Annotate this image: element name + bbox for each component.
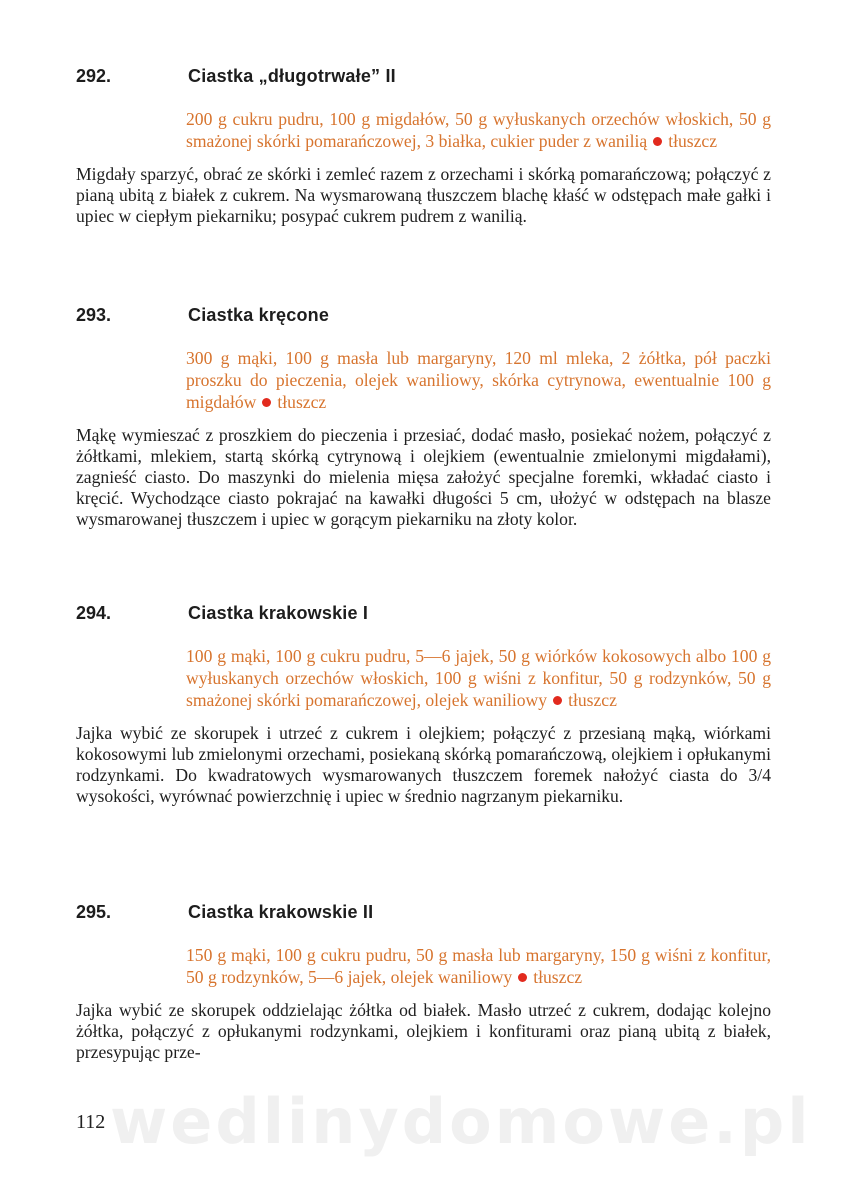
method-text: Migdały sparzyć, obrać ze skórki i zemleć razem z orzechami i skórką pomarańczową; połączyć z pianą ubitą z białek z cukrem. Na wysmarowaną tłuszczem blachę kłaść w odstępach małe gałki i upiec w ciepłym piekarniku; posypać cukrem pudrem z wanilią. (76, 164, 771, 226)
ingredients (186, 108, 771, 152)
ingredients (186, 645, 771, 711)
recipe-header (76, 66, 771, 96)
ingredients-text: 300 g mąki, 100 g masła lub margaryny, 120 ml mleka, 2 żółtka, pół paczki proszku do pieczenia, olejek waniliowy, skórka cytrynowa, ewentualnie 100 g migdałów (186, 348, 771, 412)
bullet-dot-icon (518, 973, 527, 982)
watermark: wedlinydomowe.pl (110, 1085, 812, 1158)
method-text: Mąkę wymieszać z proszkiem do pieczenia i przesiać, dodać masło, posiekać nożem, połączyć z żółtkami, mlekiem, startą skórką cytrynową i olejkiem (ewentualnie zmielonymi migdałami), zagnieść ciasto. Do maszynki do mielenia mięsa założyć specjalne foremki, wkładać ciasto i kręcić. Wychodzące ciasto pokrajać na kawałki długości 5 cm, ułożyć w odstępach na blasze wysmarowanej tłuszczem i upiec w gorącym piekarniku na złoty kolor. (76, 425, 771, 529)
ingredients (186, 944, 771, 988)
recipe-number: 292. (76, 66, 112, 86)
recipe-number: 295. (76, 902, 112, 922)
recipe-294 (76, 603, 771, 807)
ingredients-text: 200 g cukru pudru, 100 g migdałów, 50 g wyłuskanych orzechów włoskich, 50 g smażonej skórki pomarańczowej, 3 białka, cukier puder z wanilią (186, 109, 771, 151)
recipe-295 (76, 902, 771, 1063)
method-text: Jajka wybić ze skorupek oddzielając żółtka od białek. Masło utrzeć z cukrem, dodając kolejno żółtka, połączyć z opłukanymi rodzynkami, olejkiem i konfiturami oraz pianą ubitą z białek, przesypując prze- (76, 1000, 771, 1062)
recipe-292 (76, 66, 771, 227)
recipe-number: 294. (76, 603, 112, 623)
fat-label: tłuszcz (568, 690, 617, 710)
method-text: Jajka wybić ze skorupek i utrzeć z cukrem i olejkiem; połączyć z przesianą mąką, wiórkami kokosowymi lub zmielonymi orzechami, posiekaną skórką pomarańczową, olejkiem i opłukanymi rodzynkami. Do kwadratowych wysmarowanych tłuszczem foremek nałożyć ciasta do 3/4 wysokości, wyrównać powierzchnię i upiec w średnio nagrzanym piekarniku. (76, 723, 771, 806)
recipe-header (76, 902, 771, 932)
fat-label: tłuszcz (668, 131, 718, 151)
recipe-number: 293. (76, 305, 112, 325)
fat-label: tłuszcz (277, 392, 327, 412)
ingredients (186, 347, 771, 413)
bullet-dot-icon (262, 398, 271, 407)
ingredients-text: 150 g mąki, 100 g cukru pudru, 50 g masła lub margaryny, 150 g wiśni z konfitur, 50 g rodzynków, 5—6 jajek, olejek waniliowy (186, 945, 771, 987)
recipe-header (76, 603, 771, 633)
recipe-title: Ciastka krakowskie I (188, 603, 369, 623)
ingredients-text: 100 g mąki, 100 g cukru pudru, 5—6 jajek, 50 g wiórków kokosowych albo 100 g wyłuskanych orzechów włoskich, 100 g wiśni z konfitur, 50 g rodzynków, 50 g smażonej skórki pomarańczowej, olejek waniliowy (186, 646, 771, 710)
recipe-header (76, 305, 771, 335)
recipe-293 (76, 305, 771, 530)
fat-label: tłuszcz (533, 967, 583, 987)
bullet-dot-icon (553, 696, 562, 705)
recipe-title: Ciastka kręcone (188, 305, 330, 325)
recipe-title: Ciastka krakowskie II (188, 902, 374, 922)
recipe-title: Ciastka „długotrwałe” II (188, 66, 396, 86)
page-number: 112 (76, 1111, 106, 1133)
bullet-dot-icon (653, 137, 662, 146)
